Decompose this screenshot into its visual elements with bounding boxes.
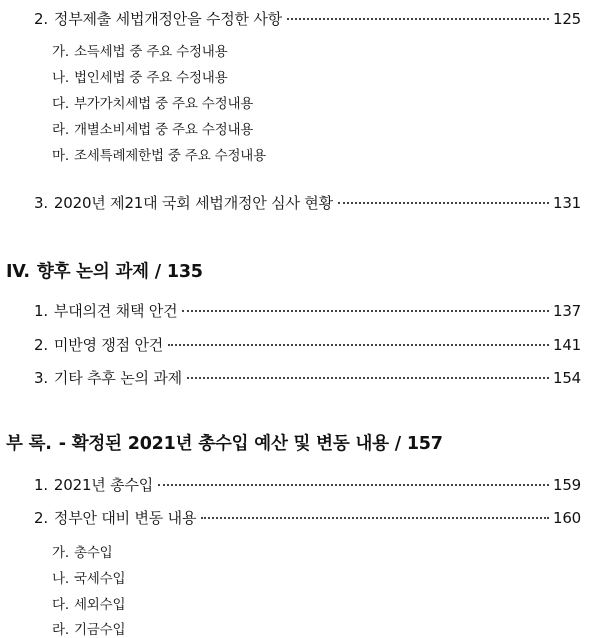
dot-leader [338,202,549,204]
subentry-number: 가. [52,545,69,561]
entry-title: 2020년 제21대 국회 세법개정안 심사 현황 [53,194,333,212]
part-title: 향후 논의 과제 / 135 [36,262,203,282]
subentry-title: 조세특례제한법 중 주요 수정내용 [73,148,266,164]
subentry-number: 나. [52,571,69,587]
toc-subentry[interactable] [0,618,593,638]
entry-page: 131 [553,194,582,212]
toc-entry[interactable] [0,474,593,495]
toc-subentry[interactable] [0,541,593,561]
subentry-number: 라. [52,622,69,638]
appendix-heading[interactable] [0,430,593,455]
entry-number: 2. [34,336,48,354]
toc-entry[interactable] [0,300,593,321]
toc-subentry[interactable] [0,40,593,60]
entry-title: 부대의견 채택 안건 [53,302,178,320]
subentry-title: 소득세법 중 주요 수정내용 [73,44,228,60]
part-number: IV. [6,262,30,282]
subentry-number: 나. [52,70,69,86]
entry-number: 2. [34,509,48,527]
subentry-title: 부가가치세법 중 주요 수정내용 [73,96,254,112]
dot-leader [287,18,549,20]
entry-number: 1. [34,302,48,320]
subentry-title: 기금수입 [73,622,126,638]
subentry-number: 마. [52,148,69,164]
part-heading-iv[interactable] [0,258,593,283]
appendix-label: 부 록. [6,434,52,454]
subentry-number: 가. [52,44,69,60]
dot-leader [187,377,549,379]
toc-entry-sec2[interactable] [0,8,593,29]
toc-subentry[interactable] [0,144,593,164]
toc-entry[interactable] [0,507,593,528]
entry-page: 125 [553,10,582,28]
subentry-title: 개별소비세법 중 주요 수정내용 [73,122,254,138]
subentry-title: 총수입 [73,545,113,561]
entry-number: 3. [34,369,48,387]
toc-entry[interactable] [0,334,593,355]
entry-page: 154 [553,369,582,387]
toc-entry-sec3[interactable] [0,192,593,213]
entry-title: 2021년 총수입 [53,476,154,494]
dot-leader [168,344,549,346]
entry-number: 3. [34,194,48,212]
subentry-number: 라. [52,122,69,138]
subentry-title: 세외수입 [73,597,126,613]
entry-page: 137 [553,302,582,320]
toc-subentry[interactable] [0,567,593,587]
toc-subentry[interactable] [0,593,593,613]
toc-subentry[interactable] [0,118,593,138]
entry-title: 정부안 대비 변동 내용 [53,509,197,527]
entry-title: 정부제출 세법개정안을 수정한 사항 [53,10,282,28]
toc-entry[interactable] [0,367,593,388]
subentry-title: 국세수입 [73,571,126,587]
toc-subentry[interactable] [0,66,593,86]
entry-page: 159 [553,476,582,494]
subentry-number: 다. [52,597,69,613]
entry-page: 141 [553,336,582,354]
dot-leader [201,517,549,519]
dot-leader [182,310,549,312]
subentry-number: 다. [52,96,69,112]
entry-title: 기타 추후 논의 과제 [53,369,182,387]
toc-subentry[interactable] [0,92,593,112]
entry-number: 2. [34,10,48,28]
appendix-title: - 확정된 2021년 총수입 예산 및 변동 내용 / 157 [58,434,443,454]
dot-leader [158,484,549,486]
entry-number: 1. [34,476,48,494]
entry-title: 미반영 쟁점 안건 [53,336,164,354]
subentry-title: 법인세법 중 주요 수정내용 [73,70,228,86]
entry-page: 160 [553,509,582,527]
